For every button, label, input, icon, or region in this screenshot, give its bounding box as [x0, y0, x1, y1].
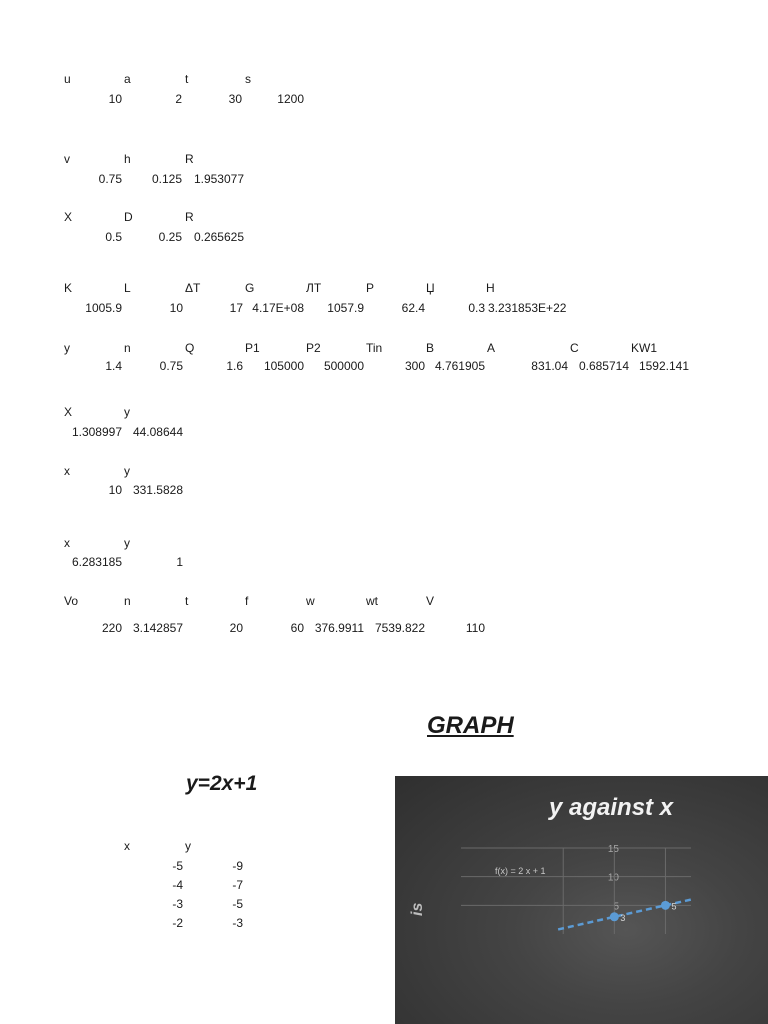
value-cell[interactable]: 0.685714 [578, 359, 629, 373]
table-cell[interactable]: -5 [232, 897, 243, 911]
value-cell[interactable]: 831.04 [531, 359, 568, 373]
value-cell[interactable]: 4.17E+08 [252, 301, 304, 315]
value-cell[interactable]: 1 [176, 555, 183, 569]
data-point [661, 901, 670, 910]
header-cell[interactable]: Vo [64, 594, 79, 608]
header-cell[interactable]: A [487, 341, 496, 355]
header-cell[interactable]: t [185, 594, 189, 608]
header-cell[interactable]: V [426, 594, 435, 608]
value-cell[interactable]: 105000 [263, 359, 304, 373]
header-cell[interactable]: y [124, 405, 130, 419]
header-cell[interactable]: a [124, 72, 131, 86]
value-cell[interactable]: 1592.141 [638, 359, 689, 373]
value-cell[interactable]: 220 [101, 621, 122, 635]
value-cell[interactable]: 1057.9 [327, 301, 364, 315]
value-cell[interactable]: 3.231853E+22 [488, 301, 567, 315]
header-cell[interactable]: wt [366, 594, 378, 608]
header-cell[interactable]: t [185, 72, 189, 86]
value-cell[interactable]: 110 [465, 621, 485, 635]
equation-title: y=2x+1 [186, 772, 258, 795]
chart-svg [395, 776, 691, 1024]
header-cell[interactable]: KW1 [631, 341, 658, 355]
header-cell[interactable]: y [124, 464, 130, 478]
value-cell[interactable]: 0.125 [151, 172, 182, 186]
table-cell[interactable]: -4 [172, 878, 183, 892]
value-cell[interactable]: 0.3 [468, 301, 485, 315]
value-cell[interactable]: 10 [108, 92, 122, 106]
value-cell[interactable]: 0.265625 [193, 230, 244, 244]
header-cell[interactable]: x [64, 464, 70, 478]
value-cell[interactable]: 17 [229, 301, 243, 315]
y-tick-label: 15 [607, 844, 619, 855]
table-cell[interactable]: -2 [172, 916, 183, 930]
header-cell[interactable]: P2 [306, 341, 321, 355]
header-cell[interactable]: y [64, 341, 70, 355]
value-cell[interactable]: 4.761905 [434, 359, 485, 373]
header-cell[interactable]: w [306, 594, 315, 608]
header-cell[interactable]: h [124, 152, 131, 166]
value-cell[interactable]: 1.6 [226, 359, 243, 373]
header-cell[interactable]: P1 [245, 341, 260, 355]
value-cell[interactable]: 1.953077 [193, 172, 244, 186]
header-cell[interactable]: v [64, 152, 70, 166]
value-cell[interactable]: 2 [175, 92, 182, 106]
header-cell[interactable]: n [124, 594, 131, 608]
header-cell[interactable]: R [185, 152, 194, 166]
value-cell[interactable]: 10 [169, 301, 183, 315]
value-cell[interactable]: 10 [108, 483, 122, 497]
value-cell[interactable]: 1.4 [105, 359, 122, 373]
header-cell[interactable]: x [124, 839, 130, 853]
chart-clip [395, 776, 691, 1024]
table-cell[interactable]: -3 [232, 916, 243, 930]
value-cell[interactable]: 7539.822 [374, 621, 425, 635]
value-cell[interactable]: 3.142857 [132, 621, 183, 635]
header-cell[interactable]: L [124, 281, 131, 295]
y-tick-label: 10 [607, 872, 619, 884]
header-cell[interactable]: H [486, 281, 495, 295]
header-cell[interactable]: C [570, 341, 579, 355]
header-cell[interactable]: x [64, 536, 70, 550]
header-cell[interactable]: f [245, 594, 249, 608]
value-cell[interactable]: 20 [229, 621, 243, 635]
header-cell[interactable]: u [64, 72, 71, 86]
value-cell[interactable]: 0.75 [159, 359, 183, 373]
value-cell[interactable]: 0.75 [98, 172, 122, 186]
header-cell[interactable]: Џ [426, 281, 435, 295]
header-cell[interactable]: R [185, 210, 194, 224]
header-cell[interactable]: ΔT [185, 281, 201, 295]
chart-title[interactable]: y against x [549, 794, 674, 821]
header-cell[interactable]: X [64, 405, 73, 419]
value-cell[interactable]: 1.308997 [71, 425, 122, 439]
header-cell[interactable]: D [124, 210, 133, 224]
value-cell[interactable]: 0.5 [105, 230, 122, 244]
value-cell[interactable]: 60 [290, 621, 304, 635]
table-cell[interactable]: -7 [232, 878, 243, 892]
header-cell[interactable]: Q [185, 341, 195, 355]
header-cell[interactable]: n [124, 341, 131, 355]
value-cell[interactable]: 6.283185 [71, 555, 122, 569]
value-cell[interactable]: 300 [404, 359, 425, 373]
header-cell[interactable]: y [185, 839, 191, 853]
value-cell[interactable]: 30 [228, 92, 242, 106]
table-cell[interactable]: -3 [172, 897, 183, 911]
header-cell[interactable]: ЛТ [306, 281, 322, 295]
data-point [610, 912, 619, 921]
header-cell[interactable]: B [426, 341, 435, 355]
value-cell[interactable]: 500000 [323, 359, 364, 373]
table-cell[interactable]: -5 [172, 859, 183, 873]
value-cell[interactable]: 331.5828 [132, 483, 183, 497]
value-cell[interactable]: 0.25 [158, 230, 182, 244]
table-cell[interactable]: -9 [232, 859, 243, 873]
trendline-equation: f(x) = 2 x + 1 [495, 866, 546, 876]
value-cell[interactable]: 376.9911 [314, 621, 364, 635]
value-cell[interactable]: 1200 [277, 92, 304, 106]
chart-area[interactable] [395, 776, 768, 1024]
y-tick-label: 5 [613, 901, 619, 913]
header-cell[interactable]: P [366, 281, 375, 295]
graph-heading: GRAPH [427, 712, 514, 739]
data-label: 3 [620, 912, 626, 923]
header-cell[interactable]: K [64, 281, 73, 295]
header-cell[interactable]: y [124, 536, 130, 550]
data-label: 5 [671, 901, 677, 912]
y-axis-label[interactable]: is [409, 902, 426, 916]
value-cell[interactable]: 44.08644 [132, 425, 183, 439]
header-cell[interactable]: G [245, 281, 255, 295]
value-cell[interactable]: 1005.9 [85, 301, 122, 315]
header-cell[interactable]: X [64, 210, 73, 224]
header-cell[interactable]: s [245, 72, 251, 86]
header-cell[interactable]: Tin [366, 341, 383, 355]
value-cell[interactable]: 62.4 [401, 301, 425, 315]
